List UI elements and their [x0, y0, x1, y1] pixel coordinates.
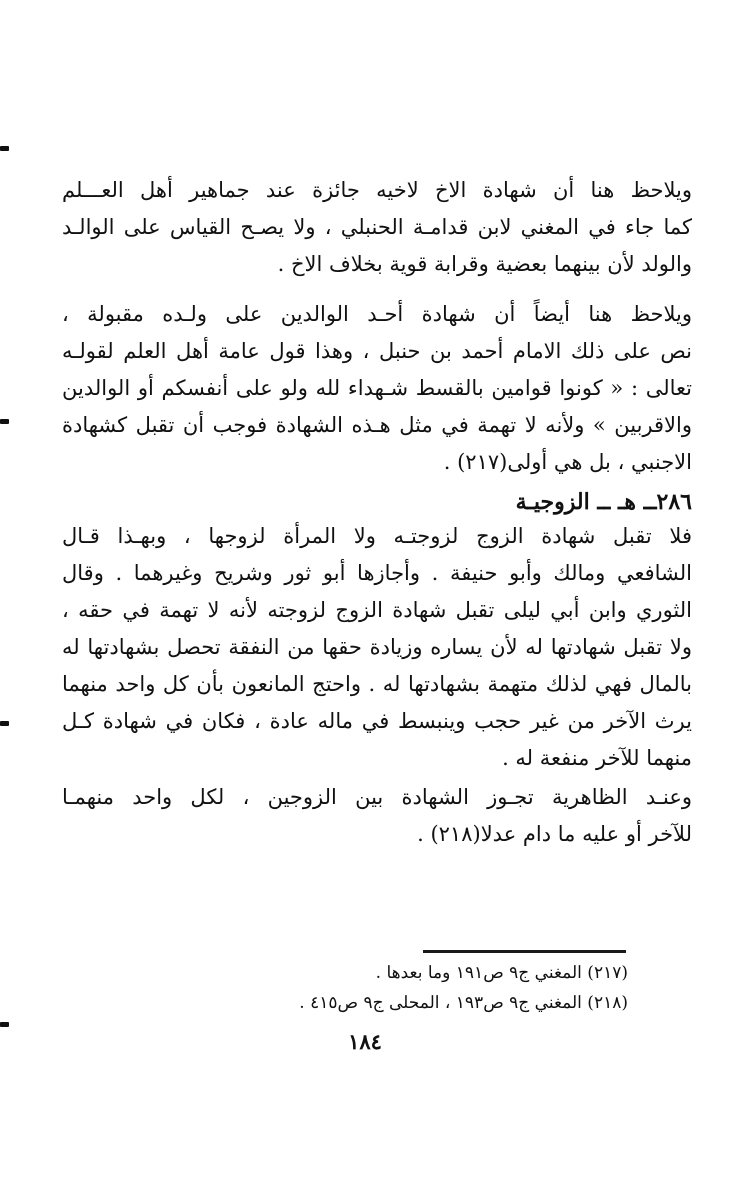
section-heading	[62, 484, 692, 520]
page-number: ١٨٤	[348, 1029, 382, 1054]
text-line: الشافعي ومالك وأبو حنيفة . وأجازها أبو ثور وشريح وغيرهما . وقال	[62, 561, 692, 585]
text-line: وعنـد الظاهرية تجـوز الشهادة بين الزوجين ، لكل واحد منهمـا	[62, 785, 692, 809]
text-line: كما جاء في المغني لابن قدامـة الحنبلي ، ولا يصـح القياس على الوالـد	[62, 215, 692, 239]
footnote-218: (٢١٨) المغني ج٩ ص١٩٣ ، المحلى ج٩ ص٤١٥ .	[299, 993, 628, 1013]
text-line: بالمال فهي لذلك متهمة بشهادتها له . واحتج المانعون بأن كل واحد منهما	[62, 672, 692, 696]
text-line: تعالى : « كونوا قوامين بالقسط شـهداء لله ولو على أنفسكم أو الوالدين	[62, 376, 692, 400]
text-line: ويلاحظ هنا أيضاً أن شهادة أحـد الوالدين على ولـده مقبولة ،	[62, 302, 692, 326]
footnotes	[180, 958, 628, 1018]
footnote-divider	[423, 950, 626, 953]
text-line: والولد لأن بينهما بعضية وقرابة قوية بخلاف الاخ .	[277, 252, 692, 276]
text-line: الاجنبي ، بل هي أولى(٢١٧) .	[443, 450, 692, 474]
margin-mark	[0, 419, 9, 424]
margin-mark	[0, 1022, 9, 1027]
paragraph-zahiri-view	[62, 779, 692, 853]
section-heading-text: ٢٨٦ــ هـ ــ الزوجيـة	[515, 489, 692, 515]
margin-mark	[0, 146, 9, 151]
text-line: يرث الآخر من غير حجب وينبسط في ماله عادة ، فكان في شهادة كـل	[62, 709, 692, 733]
text-line: فلا تقبل شهادة الزوج لزوجتـه ولا المرأة لزوجها ، وبهـذا قـال	[62, 524, 692, 548]
text-line: للآخر أو عليه ما دام عدلا(٢١٨) .	[417, 822, 692, 846]
margin-mark	[0, 721, 9, 726]
text-line: ولا تقبل شهادتها له لأن يساره وزيادة حقها من النفقة تحصل بشهادتها له	[62, 635, 692, 659]
paragraph-spouse-testimony	[62, 518, 692, 777]
text-line: منهما للآخر منفعة له .	[502, 746, 692, 770]
footnote-217: (٢١٧) المغني ج٩ ص١٩١ وما بعدها .	[375, 963, 628, 983]
paragraph-parent-testimony	[62, 296, 692, 481]
text-line: نص على ذلك الامام أحمد بن حنبل ، وهذا قول عامة أهل العلم لقولـه	[62, 339, 692, 363]
paragraph-sibling-testimony	[62, 172, 692, 283]
text-line: ويلاحظ هنا أن شهادة الاخ لاخيه جائزة عند جماهير أهل العـــلم	[62, 178, 692, 202]
text-line: والاقربين » ولأنه لا تهمة في مثل هـذه الشهادة فوجب أن تقبل كشهادة	[62, 413, 692, 437]
text-line: الثوري وابن أبي ليلى تقبل شهادة الزوج لزوجته لأنه لا تهمة في حقه ،	[62, 598, 692, 622]
